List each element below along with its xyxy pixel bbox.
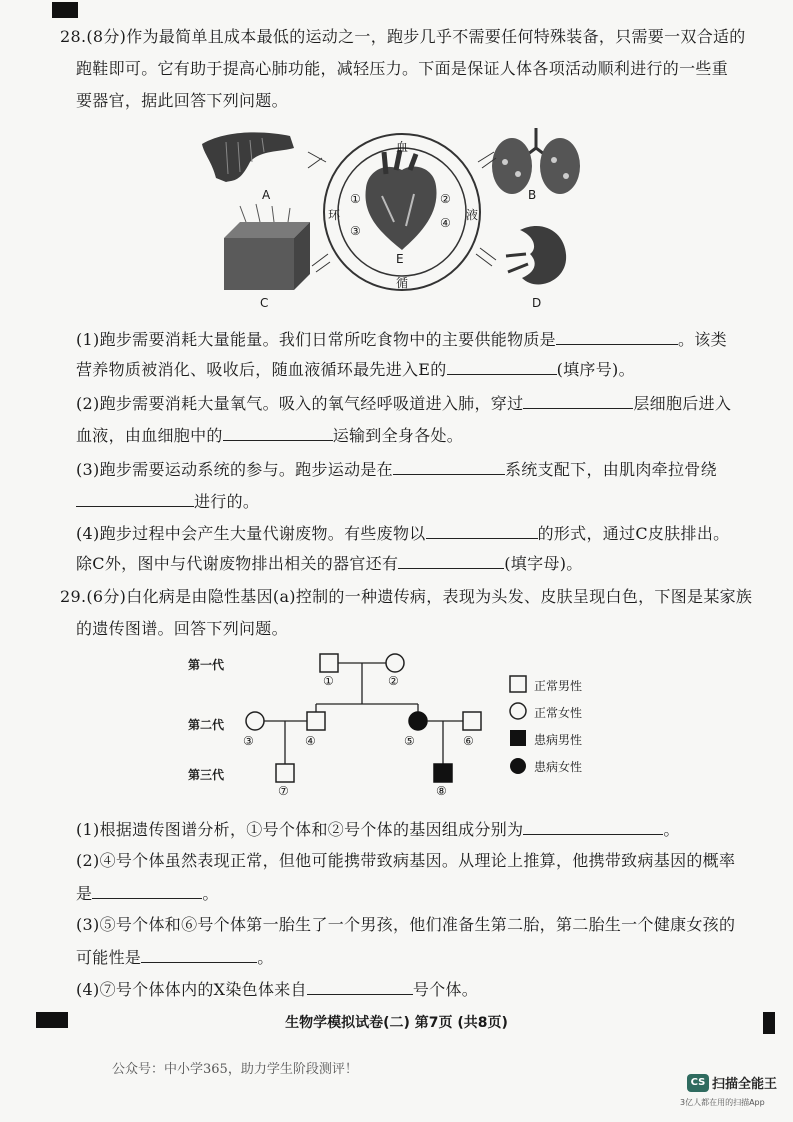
organ-a-drawing [202,132,294,182]
q28-p2-blank-2[interactable] [223,424,333,441]
watermark-text: 公众号：中小学365，助力学生阶段测评！ [112,1062,358,1077]
q28-p2-blank-1[interactable] [523,392,633,409]
heart-drawing [365,150,436,250]
individual-2-label: ② [388,674,399,688]
q29-intro-line-1: 29.(6分)白化病是由隐性基因(a)控制的一种遗传病，表现为头发、皮肤呈现白色，下图是某家族 [60,587,753,606]
q28-p3-text-a: (3)跑步需要运动系统的参与。跑步运动是在 [76,460,393,479]
q28-p4-blank-1[interactable] [426,522,538,539]
organ-label-d: D [532,296,542,310]
q29-p2-text-b: 是 [76,884,93,903]
q29-p1-line [76,818,726,841]
q29-p2-blank[interactable] [92,882,202,899]
q29-p1-text-b: 。 [663,820,680,839]
q28-p2-text-b: 层细胞后进入 [633,394,732,413]
ring-text-right: 液 [466,208,479,222]
q28-p1-text-c: 营养物质被消化、吸收后，随血液循环最先进入E的 [76,360,447,379]
organ-label-c: C [260,296,269,310]
q28-p1-line-2 [76,358,726,381]
ring-text-top: 血 [396,140,409,154]
individual-6-label: ⑥ [463,734,474,748]
q28-intro-line-3: 要器官，据此回答下列问题。 [76,91,288,110]
q29-p3-blank[interactable] [141,946,257,963]
q28-p4-text-a: (4)跑步过程中会产生大量代谢废物。有些废物以 [76,524,426,543]
individual-7-label: ⑦ [278,784,289,798]
pedigree-chart [180,646,600,806]
q29-p3-line-1: (3)⑤号个体和⑥号个体第一胎生了一个男孩，他们准备生第二胎，第二胎生一个健康女孩的 [76,915,736,934]
q29-p4-text-a: (4)⑦号个体体内的X染色体来自 [76,980,307,999]
q28-p2-line-1 [76,392,732,415]
heart-number-2: ② [440,192,451,206]
individual-3-label: ③ [243,734,254,748]
corner-mark-top-left [52,2,78,18]
individual-1-label: ① [323,674,334,688]
q29-intro-line-2: 的遗传图谱。回答下列问题。 [76,619,288,638]
q28-intro-line-2: 跑鞋即可。它有助于提高心肺功能，减轻压力。下面是保证人体各项活动顺利进行的一些重 [76,59,729,78]
q28-p4-blank-2[interactable] [398,552,504,569]
heart-number-1: ① [350,192,361,206]
generation-2-label: 第二代 [188,718,225,732]
legend-affected-female: 患病女性 [534,760,583,774]
q29-p3-text-b: 可能性是 [76,948,142,967]
q29-p2-line-2 [76,882,726,905]
scanner-app-title: 扫描全能王 [712,1077,778,1092]
q28-p4-text-d: (填字母)。 [504,554,583,573]
ring-text-bottom: 循 [396,276,409,290]
q28-p2-text-a: (2)跑步需要消耗大量氧气。吸入的氧气经呼吸道进入肺，穿过 [76,394,524,413]
page-footer: 生物学模拟试卷(二) 第7页 (共8页) [285,1015,508,1031]
organ-d-drawing [506,226,566,285]
q29-p4-text-b: 号个体。 [412,980,479,999]
generation-3-label: 第三代 [188,768,225,782]
q28-p1-text-d: (填序号)。 [556,360,635,379]
q28-p1-line-1 [76,328,726,351]
q28-intro-line-1: 28.(8分)作为最简单且成本最低的运动之一，跑步几乎不需要任何特殊装备，只需要一双合适的 [60,27,746,46]
pedigree-drawing [180,646,600,806]
scanner-app-subtitle: 3亿人都在用的扫描App [680,1098,765,1107]
q28-p2-text-c: 血液，由血细胞中的 [76,426,223,445]
q28-p4-text-c: 除C外，图中与代谢废物排出相关的器官还有 [76,554,399,573]
legend-affected-male: 患病男性 [534,733,583,747]
q28-p4-line-2 [76,552,726,575]
q29-p3-text-c: 。 [257,948,274,967]
organ-b-drawing [492,128,580,194]
q28-p3-blank-2[interactable] [76,490,194,507]
q28-p3-line-1 [76,458,726,481]
q28-p1-blank-2[interactable] [447,358,557,375]
individual-5-label: ⑤ [404,734,415,748]
legend-normal-male: 正常男性 [534,679,583,693]
organ-figure [190,122,610,322]
ring-text-left: 环 [328,208,341,222]
q28-p3-line-2 [76,490,726,513]
q28-p3-text-b: 系统支配下，由肌肉牵拉骨绕 [504,460,717,479]
heart-number-4: ④ [440,216,451,230]
organ-label-a: A [262,188,271,202]
q29-p1-text-a: (1)根据遗传图谱分析，①号个体和②号个体的基因组成分别为 [76,820,524,839]
q28-p3-blank-1[interactable] [393,458,505,475]
generation-1-label: 第一代 [188,658,225,672]
individual-8-label: ⑧ [436,784,447,798]
q28-p4-text-b: 的形式，通过C皮肤排出。 [537,524,730,543]
q29-p2-text-c: 。 [202,884,219,903]
organ-label-b: B [528,188,537,202]
q28-p2-line-2 [76,424,726,447]
q28-p1-blank-1[interactable] [556,328,678,345]
q28-p1-text-a: (1)跑步需要消耗大量能量。我们日常所吃食物中的主要供能物质是 [76,330,556,349]
legend-normal-female: 正常女性 [534,706,583,720]
q28-p1-text-b: 。该类 [677,330,727,349]
scanner-logo-icon: CS [687,1074,709,1092]
q29-p1-blank[interactable] [523,818,663,835]
q29-p4-blank[interactable] [307,978,413,995]
q29-p2-line-1: (2)④号个体虽然表现正常，但他可能携带致病基因。从理论上推算，他携带致病基因的概率 [76,851,736,870]
q28-p2-text-d: 运输到全身各处。 [332,426,464,445]
organ-c-drawing [224,204,310,290]
heart-number-3: ③ [350,224,361,238]
individual-4-label: ④ [305,734,316,748]
q28-p3-text-c: 进行的。 [194,492,260,511]
q28-p4-line-1 [76,522,730,545]
q29-p4-line [76,978,726,1001]
heart-label-e: E [396,252,404,266]
q29-p3-line-2 [76,946,726,969]
